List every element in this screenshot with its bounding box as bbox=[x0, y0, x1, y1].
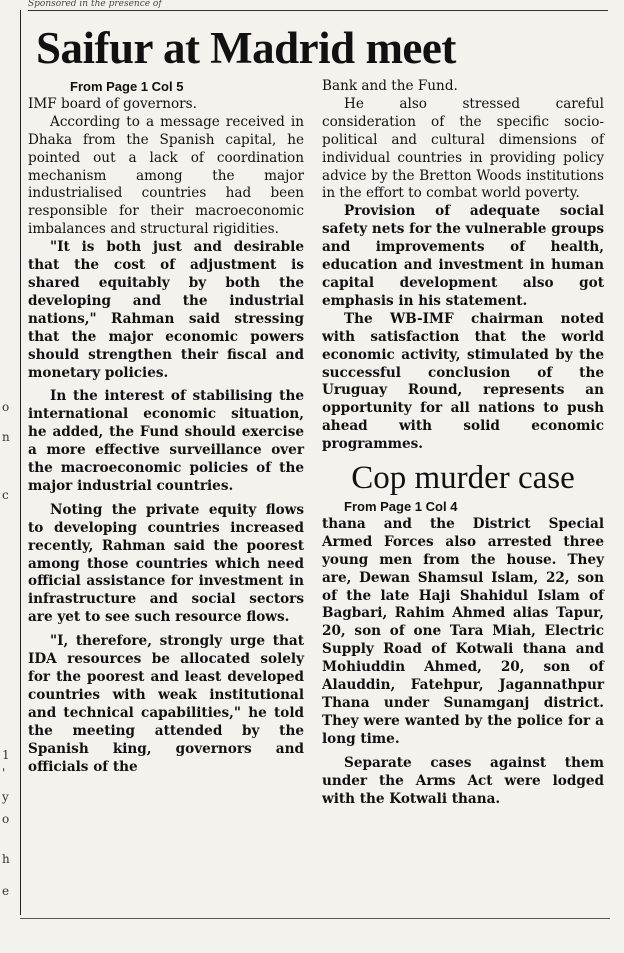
paragraph: The WB-IMF chairman noted with satisfaction that the world economic activity, stimulated by the successful conclusion of the Uruguay Round, represents an opportunity for all nations to push ahead with solid economic programmes. bbox=[322, 310, 604, 453]
paragraph: IMF board of governors. bbox=[28, 95, 197, 112]
headline-cop-murder: Cop murder case bbox=[351, 460, 575, 497]
paragraph: "I, therefore, strongly urge that IDA resources be allocated solely for the poorest and least developed countries with weak institutional and technical capabilities," he told the meeting attended by the Spanish king, governors and officials of the bbox=[28, 633, 304, 775]
paragraph: He also stressed careful consideration of the specific socio-political and cultural dimensions of individual countries in providing policy advice by the Bretton Woods institutions in the effort to combat world poverty. bbox=[322, 95, 604, 202]
fragment: c bbox=[2, 488, 9, 502]
paragraph: "It is both just and desirable that the cost of adjustment is shared equitably by both the developing and the industrial nations," Rahman said stressing that the major economic powers should strengthen their fiscal and monetary policies. bbox=[28, 239, 304, 381]
paragraph: Provision of adequate social safety nets for the vulnerable groups and improvements of health, education and investment in human capital development also got emphasis in his statement. bbox=[322, 203, 604, 309]
fragment: ' bbox=[2, 766, 6, 780]
fragment: h bbox=[2, 852, 10, 866]
paragraph: Noting the private equity flows to developing countries increased recently, Rahman said the poorest among those countries which need official assistance for investment in infrastructure and social sectors are yet to see such resource flows. bbox=[28, 501, 304, 626]
fragment: n bbox=[2, 430, 10, 444]
fragment: e bbox=[2, 884, 10, 898]
byline: From Page 1 Col 4 bbox=[344, 499, 458, 515]
bottom-rule bbox=[20, 918, 610, 919]
paragraph: According to a message received in Dhaka from the Spanish capital, he pointed out a lack of coordination mechanism among the major industrialised countries had been responsible for their macroeconomic imbalances and structural rigidities. bbox=[28, 113, 304, 238]
paragraph: thana and the District Special Armed Forces also arrested three young men from the house. They are, Dewan Shamsul Islam, 22, son of the late Haji Shahidul Islam of Bagbari, Rahim Ahmed alias Tapur, 20, son of one Tara Miah, Electric Supply Road of Kotwali thana and Mohiuddin Ahmed, 20, son of Alauddin, Fatehpur, Jagannathpur Thana under Sunamganj district. They were wanted by the police for a long time. bbox=[322, 515, 604, 747]
fragment: o bbox=[2, 400, 10, 414]
paragraph: Bank and the Fund. bbox=[322, 78, 458, 94]
headline-saifur: Saifur at Madrid meet bbox=[36, 23, 456, 73]
paragraph: In the interest of stabilising the international economic situation, he added, the Fund should exercise a more effective surveillance over the macroeconomic policies of the major industrial countries. bbox=[28, 388, 304, 494]
fragment: o bbox=[2, 812, 10, 826]
top-strip: Sponsored in the presence of bbox=[28, 0, 608, 11]
fragment: 1 bbox=[2, 748, 10, 762]
right-column bbox=[322, 78, 604, 808]
byline: From Page 1 Col 5 bbox=[70, 79, 184, 94]
column-rule bbox=[20, 10, 21, 915]
left-column bbox=[28, 78, 304, 776]
fragment: y bbox=[2, 790, 9, 804]
paragraph: Separate cases against them under the Arms Act were lodged with the Kotwali thana. bbox=[322, 754, 604, 807]
